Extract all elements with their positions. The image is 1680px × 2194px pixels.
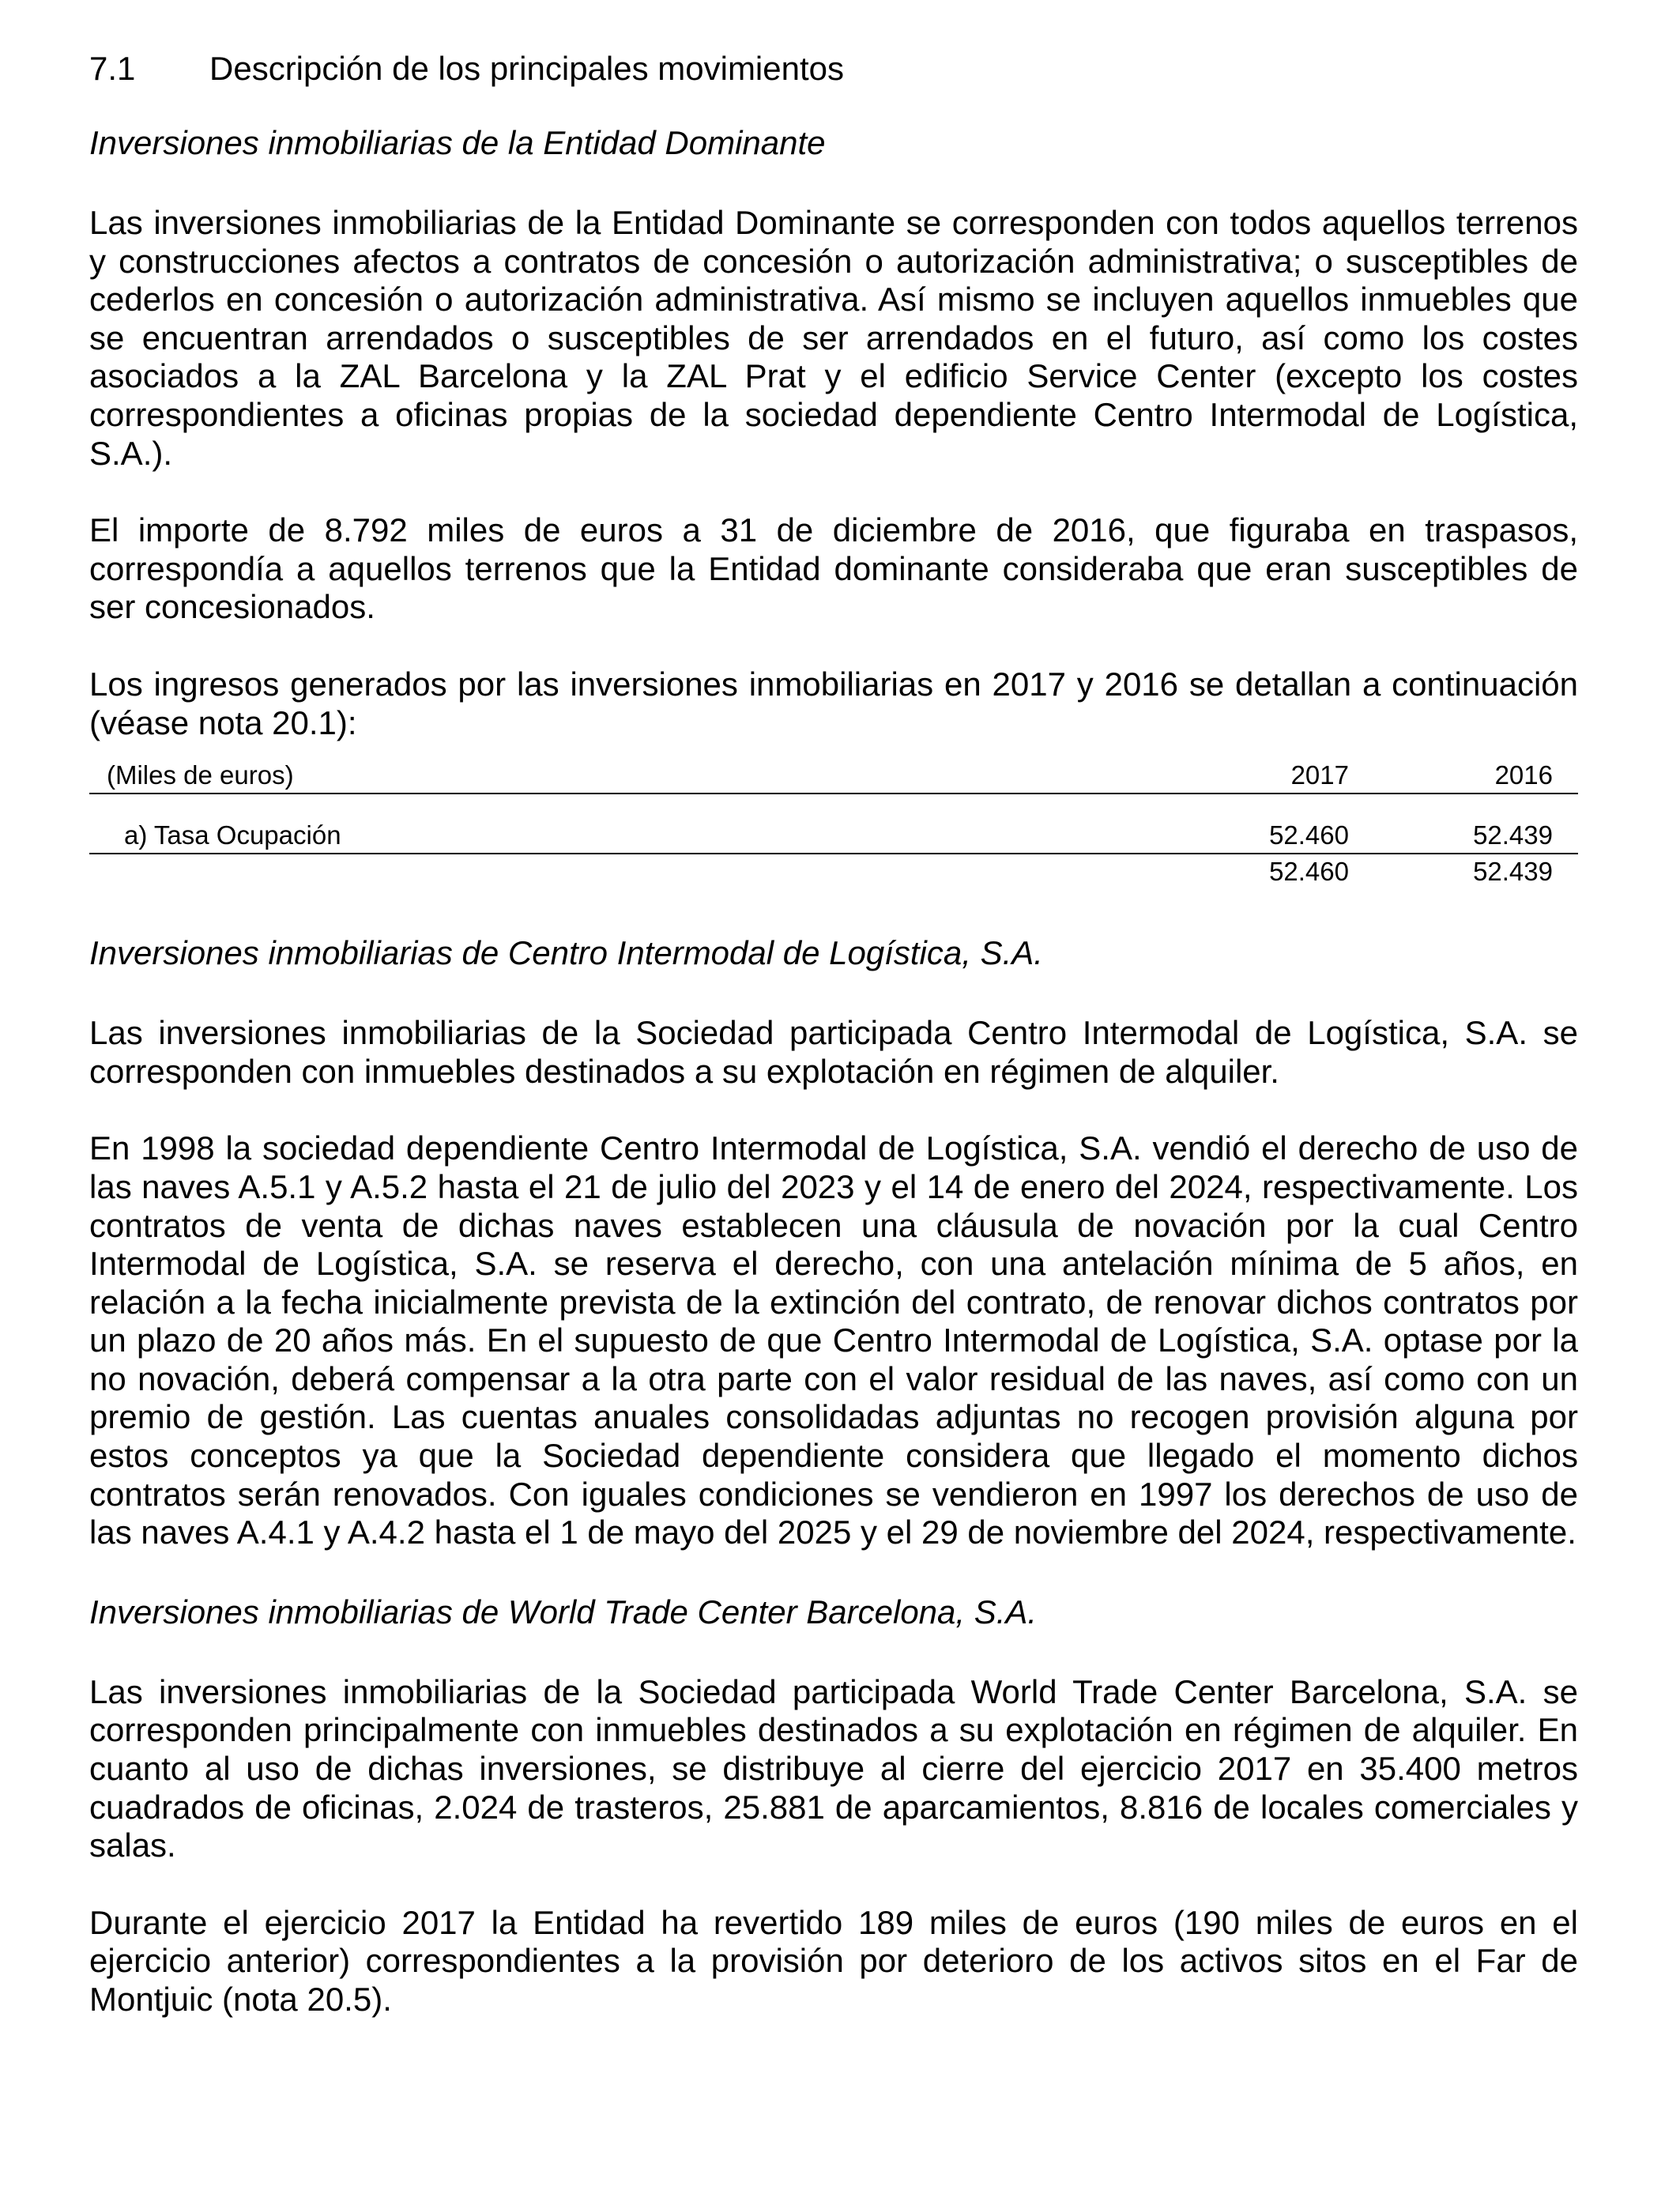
table-total-row xyxy=(89,854,1578,889)
paragraph-wtc-description: Las inversiones inmobiliarias de la Sociedad participada World Trade Center Barcelona, S.A. se corresponden principalmente con inmuebles destinados a su explotación en régimen de alquiler. En cuanto al uso de dichas inversiones, se distribuye al cierre del ejercicio 2017 en 35.400 metros cuadrados de oficinas, 2.024 de trasteros, 25.881 de aparcamientos, 8.816 de locales comerciales y salas. xyxy=(89,1672,1578,1864)
paragraph-dominante-ingresos: Los ingresos generados por las inversiones inmobiliarias en 2017 y 2016 se detallan a continuación (véase nota 20.1): xyxy=(89,665,1578,741)
subheading-wtc: Inversiones inmobiliarias de World Trade Center Barcelona, S.A. xyxy=(89,1593,1038,1630)
section-number: 7.1 xyxy=(89,50,136,87)
table-unit-label: (Miles de euros) xyxy=(107,760,294,790)
row-value-2017: 52.460 xyxy=(1269,820,1349,850)
paragraph-dominante-description: Las inversiones inmobiliarias de la Entidad Dominante se corresponden con todos aquellos terrenos y construcciones afectos a contratos de concesión o autorización administrativa; o susceptibles de cederlos en concesión o autorización administrativa. Así mismo se incluyen aquellos inmuebles que se encuentran arrendados o susceptibles de ser arrendados en el futuro, así como los costes asociados a la ZAL Barcelona y la ZAL Prat y el edificio Service Center (excepto los costes correspondientes a oficinas propias de la sociedad dependiente Centro Intermodal de Logística, S.A.). xyxy=(89,204,1578,472)
row-value-2016: 52.439 xyxy=(1473,820,1553,850)
total-value-2017: 52.460 xyxy=(1269,857,1349,887)
paragraph-cilsa-naves: En 1998 la sociedad dependiente Centro Intermodal de Logística, S.A. vendió el derecho de uso de las naves A.5.1 y A.5.2 hasta el 21 de julio del 2023 y el 14 de enero del 2024, respectivamente. Los contratos de venta de dichas naves establecen una cláusula de novación por la cual Centro Intermodal de Logística, S.A. se reserva el derecho, con una antelación mínima de 5 años, en relación a la fecha inicialmente prevista de la extinción del contrato, de renovar dichos contratos por un plazo de 20 años más. En el supuesto de que Centro Intermodal de Logística, S.A. optase por la no novación, deberá compensar a la otra parte con el valor residual de las naves, así como con un premio de gestión. Las cuentas anuales consolidadas adjuntas no recogen provisión alguna por estos conceptos ya que la Sociedad dependiente considera que llegado el momento dichos contratos serán renovados. Con iguales condiciones se vendieron en 1997 los derechos de uso de las naves A.4.1 y A.4.2 hasta el 1 de mayo del 2025 y el 29 de noviembre del 2024, respectivamente. xyxy=(89,1129,1578,1551)
table-header-row xyxy=(89,758,1578,793)
total-value-2016: 52.439 xyxy=(1473,857,1553,887)
row-label: a) Tasa Ocupación xyxy=(124,820,341,850)
document-page xyxy=(89,47,1578,2058)
subheading-cilsa: Inversiones inmobiliarias de Centro Intermodal de Logística, S.A. xyxy=(89,934,1043,972)
column-header-2017: 2017 xyxy=(1290,760,1349,790)
paragraph-cilsa-description: Las inversiones inmobiliarias de la Sociedad participada Centro Intermodal de Logística, S.A. se corresponden con inmuebles destinados a su explotación en régimen de alquiler. xyxy=(89,1014,1578,1090)
table-row xyxy=(89,818,1578,853)
paragraph-dominante-traspasos: El importe de 8.792 miles de euros a 31 de diciembre de 2016, que figuraba en traspasos, correspondía a aquellos terrenos que la Entidad dominante consideraba que eran susceptibles de ser concesionados. xyxy=(89,511,1578,626)
column-header-2016: 2016 xyxy=(1494,760,1553,790)
section-heading xyxy=(89,47,1578,90)
subheading-entidad-dominante: Inversiones inmobiliarias de la Entidad Dominante xyxy=(89,124,826,161)
paragraph-wtc-provision: Durante el ejercicio 2017 la Entidad ha revertido 189 miles de euros (190 miles de euros en el ejercicio anterior) correspondientes a la provisión por deterioro de los activos sitos en el Far de Montjuic (nota 20.5). xyxy=(89,1903,1578,2018)
ingresos-table xyxy=(89,758,1578,889)
section-title: Descripción de los principales movimientos xyxy=(209,50,845,87)
